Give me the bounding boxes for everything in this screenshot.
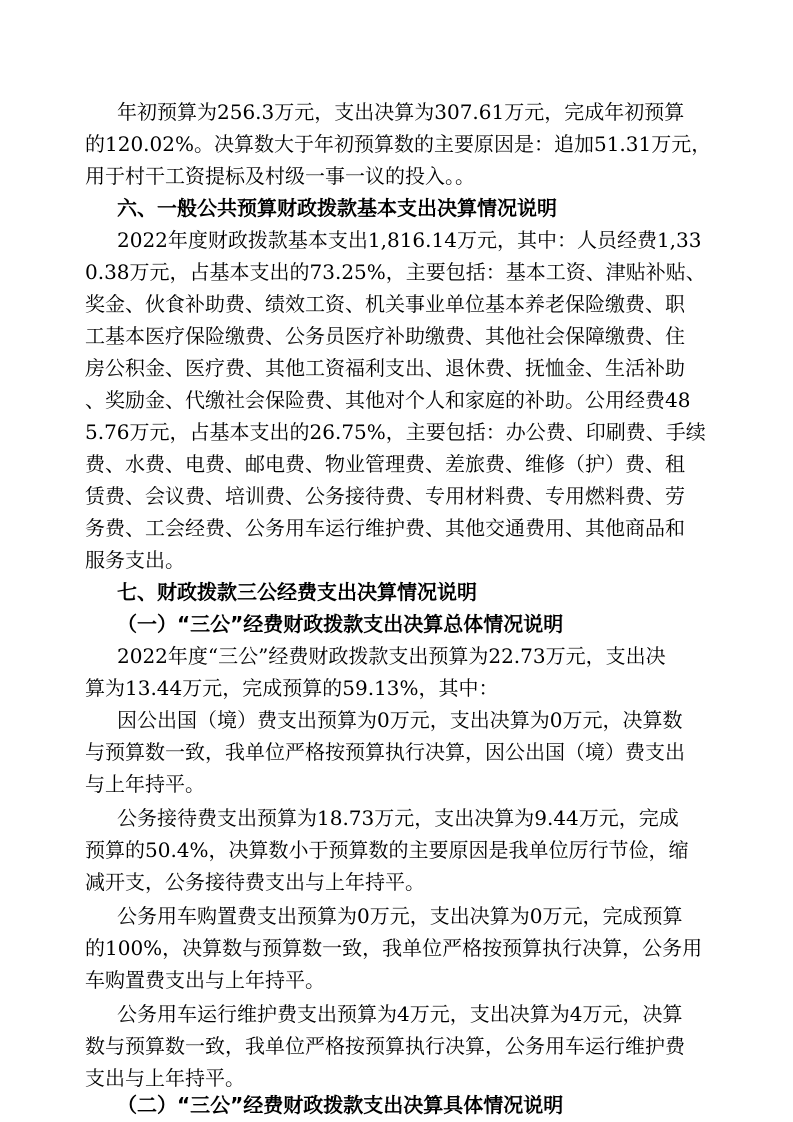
paragraph-line: 减开支，公务接待费支出与上年持平。 xyxy=(85,870,425,894)
paragraph-line: 车购置费支出与上年持平。 xyxy=(85,968,325,992)
paragraph-line: 0.38万元，占基本支出的73.25%，主要包括：基本工资、津贴补贴、 xyxy=(85,260,706,284)
paragraph-line: 因公出国（境）费支出预算为0万元，支出决算为0万元，决算数 xyxy=(117,708,683,732)
sub-heading: （二）“三公”经费财政拨款支出决算具体情况说明 xyxy=(117,1093,564,1117)
paragraph-line: 房公积金、医疗费、其他工资福利支出、退休费、抚恤金、生活补助 xyxy=(85,356,685,380)
section-heading: 七、财政拨款三公经费支出决算情况说明 xyxy=(117,580,477,604)
paragraph-line: 2022年度“三公”经费财政拨款支出预算为22.73万元，支出决 xyxy=(117,644,666,668)
paragraph-line: 的100%，决算数与预算数一致，我单位严格按预算执行决算，公务用 xyxy=(85,936,703,960)
section-heading: 六、一般公共预算财政拨款基本支出决算情况说明 xyxy=(117,196,557,220)
paragraph-line: 赁费、会议费、培训费、公务接待费、专用材料费、专用燃料费、劳 xyxy=(85,484,685,508)
paragraph-line: 算为13.44万元，完成预算的59.13%，其中： xyxy=(85,676,499,700)
paragraph-line: 公务用车购置费支出预算为0万元，支出决算为0万元，完成预算 xyxy=(117,904,683,928)
paragraph-line: 年初预算为256.3万元，支出决算为307.61万元，完成年初预算 xyxy=(117,100,685,124)
paragraph-line: 用于村干工资提标及村级一事一议的投入。。 xyxy=(85,164,475,188)
paragraph-line: 工基本医疗保险缴费、公务员医疗补助缴费、其他社会保障缴费、住 xyxy=(85,324,685,348)
paragraph-line: 务费、工会经费、公务用车运行维护费、其他交通费用、其他商品和 xyxy=(85,516,685,540)
paragraph-line: 预算的50.4%，决算数小于预算数的主要原因是我单位厉行节俭，缩 xyxy=(85,838,689,862)
paragraph-line: 费、水费、电费、邮电费、物业管理费、差旅费、维修（护）费、租 xyxy=(85,452,685,476)
sub-heading: （一）“三公”经费财政拨款支出决算总体情况说明 xyxy=(117,612,564,636)
paragraph-line: 与预算数一致，我单位严格按预算执行决算，因公出国（境）费支出 xyxy=(85,740,685,764)
paragraph-line: 公务用车运行维护费支出预算为4万元，支出决算为4万元，决算 xyxy=(117,1002,683,1026)
paragraph-line: 奖金、伙食补助费、绩效工资、机关事业单位基本养老保险缴费、职 xyxy=(85,292,685,316)
paragraph-line: 与上年持平。 xyxy=(85,772,205,796)
paragraph-line: 公务接待费支出预算为18.73万元，支出决算为9.44万元，完成 xyxy=(117,806,679,830)
paragraph-line: 数与预算数一致，我单位严格按预算执行决算，公务用车运行维护费 xyxy=(85,1034,685,1058)
paragraph-line: 的120.02%。决算数大于年初预算数的主要原因是：追加51.31万元， xyxy=(85,132,712,156)
paragraph-line: 、奖励金、代缴社会保险费、其他对个人和家庭的补助。公用经费48 xyxy=(85,388,691,412)
paragraph-line: 5.76万元，占基本支出的26.75%，主要包括：办公费、印刷费、手续 xyxy=(85,420,706,444)
paragraph-line: 2022年度财政拨款基本支出1,816.14万元，其中：人员经费1,33 xyxy=(117,228,702,252)
paragraph-line: 服务支出。 xyxy=(85,548,185,572)
paragraph-line: 支出与上年持平。 xyxy=(85,1066,245,1090)
